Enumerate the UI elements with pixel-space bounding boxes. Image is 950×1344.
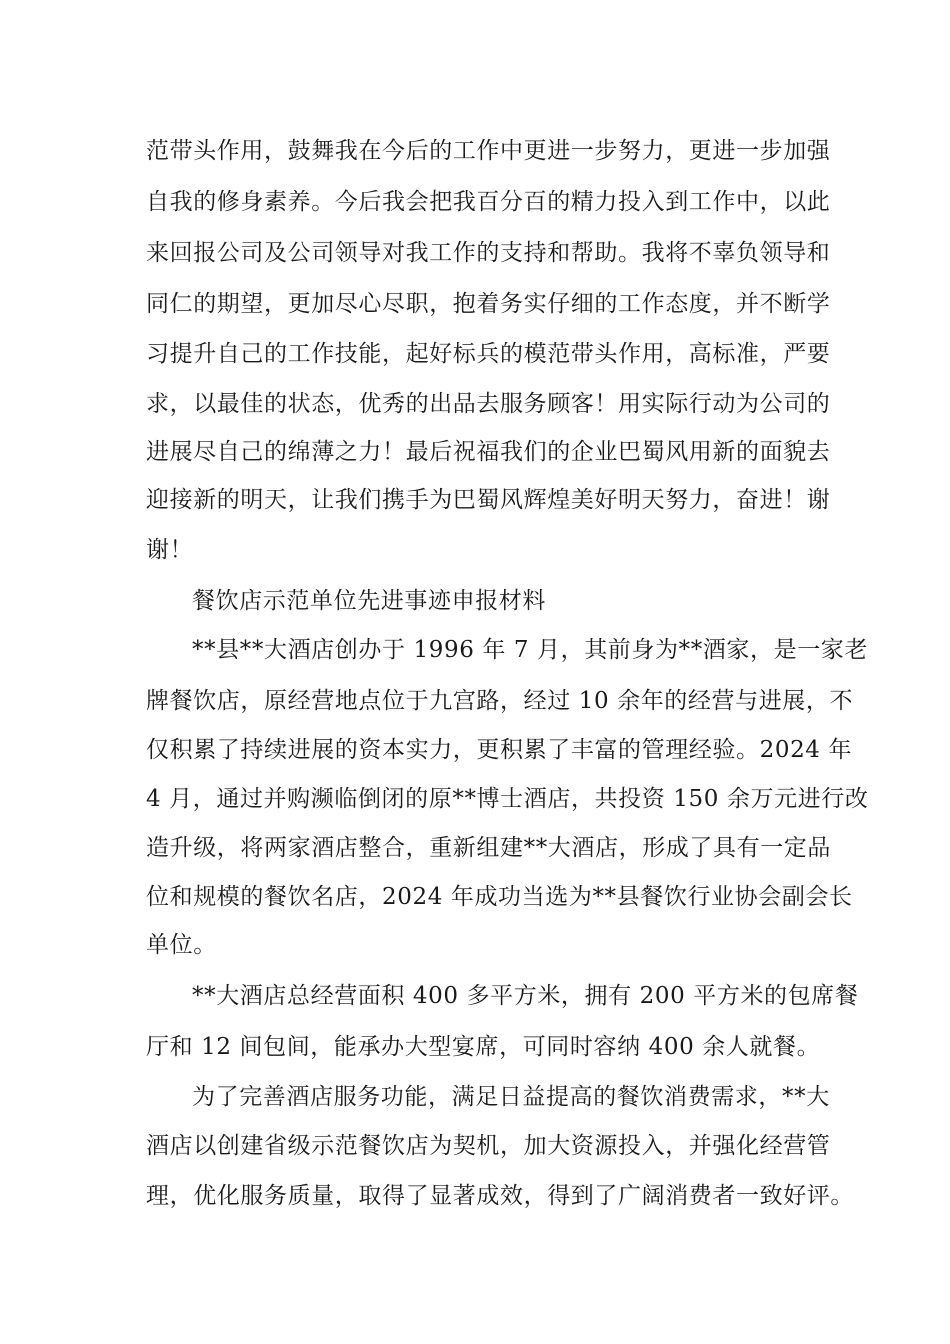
paragraph-2-line-6: 位和规模的餐饮名店，2024 年成功当选为**县餐饮行业协会副会长 xyxy=(146,884,853,910)
paragraph-1-line-1: 范带头作用，鼓舞我在今后的工作中更进一步努力，更进一步加强 xyxy=(146,138,831,164)
paragraph-1-line-4: 同仁的期望，更加尽心尽职，抱着务实仔细的工作态度，并不断学 xyxy=(146,291,831,317)
paragraph-2-line-1: **县**大酒店创办于 1996 年 7 月，其前身为**酒家，是一家老 xyxy=(192,637,869,663)
section-heading: 餐饮店示范单位先进事迹申报材料 xyxy=(192,588,546,614)
paragraph-2-line-7: 单位。 xyxy=(146,932,217,958)
paragraph-2-line-4: 4 月，通过并购濒临倒闭的原**博士酒店，共投资 150 余万元进行改 xyxy=(146,786,869,812)
paragraph-1-line-7: 进展尽自己的绵薄之力！最后祝福我们的企业巴蜀风用新的面貌去 xyxy=(146,439,831,465)
paragraph-3-line-2: 厅和 12 间包间，能承办大型宴席，可同时容纳 400 余人就餐。 xyxy=(146,1034,821,1060)
paragraph-1-line-8: 迎接新的明天，让我们携手为巴蜀风辉煌美好明天努力，奋进！谢 xyxy=(146,487,831,513)
paragraph-1-line-5: 习提升自己的工作技能，起好标兵的模范带头作用，高标准，严要 xyxy=(146,341,831,367)
paragraph-2-line-5: 造升级，将两家酒店整合，重新组建**大酒店，形成了具有一定品 xyxy=(146,835,831,861)
paragraph-2-line-2: 牌餐饮店，原经营地点位于九宫路，经过 10 余年的经营与进展，不 xyxy=(146,688,854,714)
paragraph-1-line-2: 自我的修身素养。今后我会把我百分百的精力投入到工作中，以此 xyxy=(146,189,831,215)
paragraph-4-line-3: 理，优化服务质量，取得了显著成效，得到了广阔消费者一致好评。 xyxy=(146,1183,854,1209)
paragraph-1-line-9: 谢！ xyxy=(146,537,194,563)
paragraph-4-line-2: 酒店以创建省级示范餐饮店为契机，加大资源投入，并强化经营管 xyxy=(146,1133,831,1159)
paragraph-3-line-1: **大酒店总经营面积 400 多平方米，拥有 200 平方米的包席餐 xyxy=(192,983,859,1009)
paragraph-2-line-3: 仅积累了持续进展的资本实力，更积累了丰富的管理经验。2024 年 xyxy=(146,737,853,763)
paragraph-1-line-6: 求，以最佳的状态，优秀的出品去服务顾客！用实际行动为公司的 xyxy=(146,391,831,417)
paragraph-1-line-3: 来回报公司及公司领导对我工作的支持和帮助。我将不辜负领导和 xyxy=(146,240,831,266)
paragraph-4-line-1: 为了完善酒店服务功能，满足日益提高的餐饮消费需求，**大 xyxy=(192,1084,830,1110)
